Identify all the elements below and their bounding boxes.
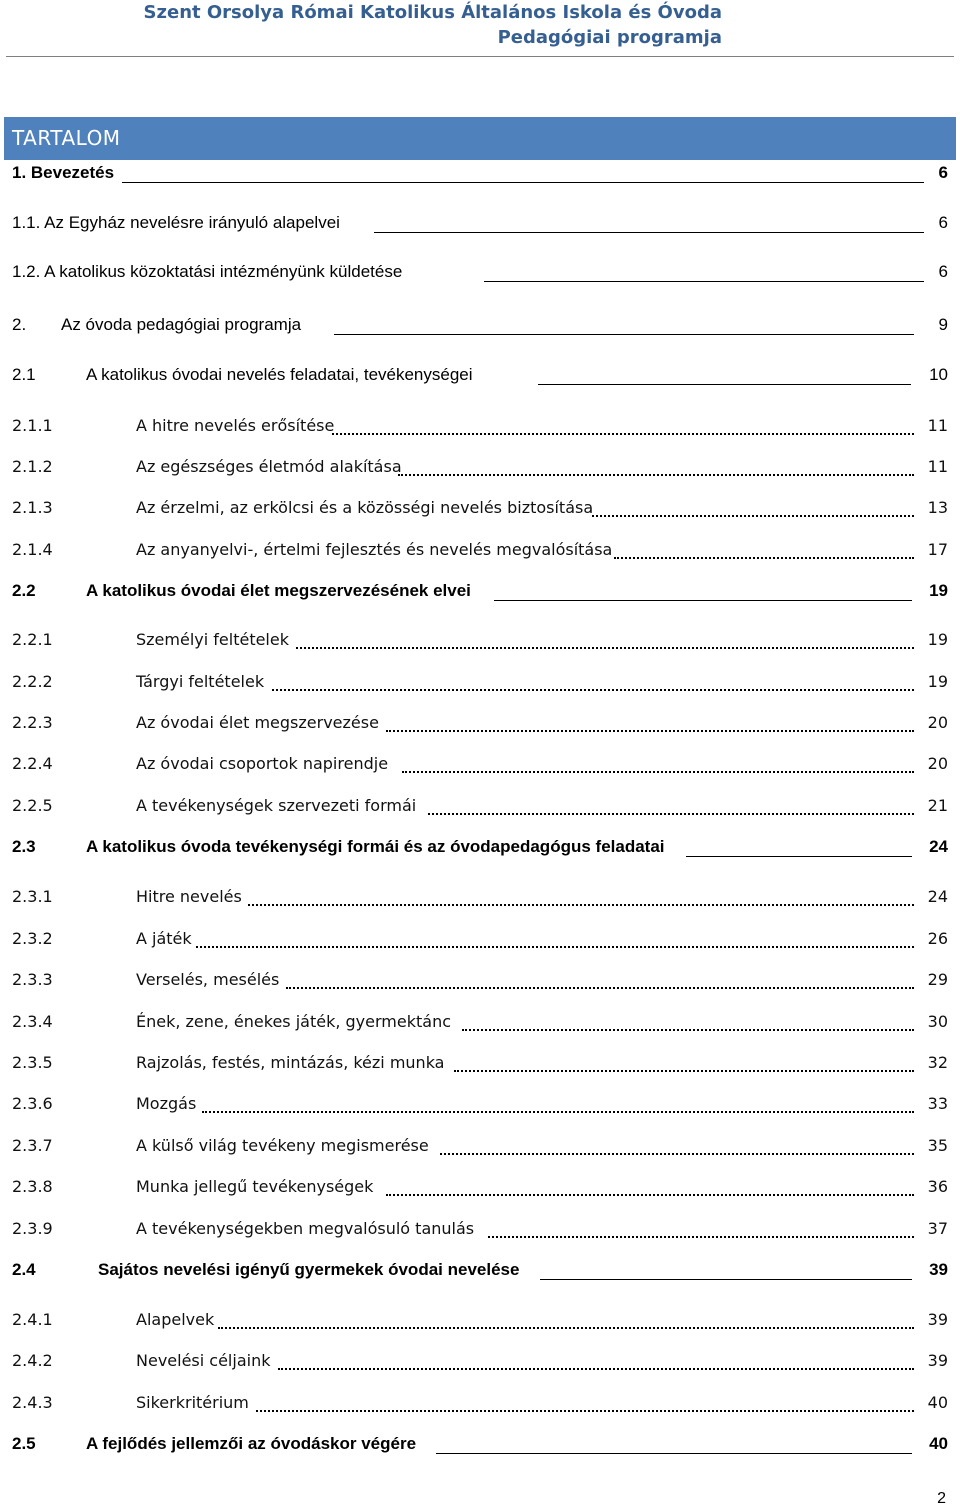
toc-entry-title: Munka jellegű tevékenységek xyxy=(136,1177,374,1196)
toc-entry-title: Személyi feltételek xyxy=(136,630,289,649)
toc-entry-page: 20 xyxy=(927,713,948,732)
toc-entry-page: 40 xyxy=(927,1393,948,1412)
toc-entry[interactable] xyxy=(12,1433,948,1457)
toc-entry-number: 2.3.5 xyxy=(12,1053,53,1072)
toc-leader xyxy=(454,1070,914,1072)
toc-leader xyxy=(386,1194,914,1196)
toc-entry-title: Ének, zene, énekes játék, gyermektánc xyxy=(136,1012,451,1031)
toc-entry-title: A fejlődés jellemzői az óvodáskor végére xyxy=(86,1434,417,1453)
toc-leader xyxy=(436,1453,912,1454)
toc-entry[interactable] xyxy=(12,836,948,860)
toc-entry-title: Rajzolás, festés, mintázás, kézi munka xyxy=(136,1053,445,1072)
toc-entry-page: 19 xyxy=(927,630,948,649)
toc-entry-number: 2.3.8 xyxy=(12,1177,53,1196)
toc-leader xyxy=(614,557,914,559)
toc-leader xyxy=(686,856,912,857)
toc-entry-page: 37 xyxy=(927,1219,948,1238)
toc-leader xyxy=(374,232,924,233)
toc-entry-page: 10 xyxy=(929,365,948,384)
toc-entry-number: 2. xyxy=(12,315,27,334)
toc-entry-number: 2.3.2 xyxy=(12,929,53,948)
toc-leader xyxy=(278,1368,914,1370)
toc-entry[interactable] xyxy=(12,497,948,521)
toc-entry-number: 2.1.4 xyxy=(12,540,53,559)
toc-entry[interactable] xyxy=(12,1350,948,1374)
toc-entry-page: 19 xyxy=(927,672,948,691)
toc-entry-page: 39 xyxy=(927,1310,948,1329)
toc-entry[interactable] xyxy=(12,1218,948,1242)
toc-leader xyxy=(196,946,914,948)
toc-entry[interactable] xyxy=(12,212,948,236)
toc-entry[interactable] xyxy=(12,1093,948,1117)
toc-leader xyxy=(462,1029,914,1031)
toc-entry[interactable] xyxy=(12,795,948,819)
toc-entry[interactable] xyxy=(12,314,948,338)
toc-entry-page: 24 xyxy=(927,887,948,906)
toc-entry-title: Mozgás xyxy=(136,1094,197,1113)
toc-entry[interactable] xyxy=(12,162,948,186)
toc-entry-page: 17 xyxy=(927,540,948,559)
toc-entry-title: Az egészséges életmód alakítása xyxy=(136,457,402,476)
toc-entry-number: 2.3.6 xyxy=(12,1094,53,1113)
toc-entry-page: 26 xyxy=(927,929,948,948)
page-number: 2 xyxy=(937,1490,946,1507)
toc-entry-title: Sikerkritérium xyxy=(136,1393,249,1412)
toc-leader xyxy=(440,1153,914,1155)
toc-entry-number: 1. Bevezetés xyxy=(12,163,115,182)
toc-leader xyxy=(484,281,924,282)
toc-entry[interactable] xyxy=(12,261,948,285)
toc-entry-number: 2.4.3 xyxy=(12,1393,53,1412)
toc-entry-page: 33 xyxy=(927,1094,948,1113)
toc-entry[interactable] xyxy=(12,1392,948,1416)
toc-leader xyxy=(122,182,924,183)
toc-entry[interactable] xyxy=(12,1309,948,1333)
header-school-name: Szent Orsolya Római Katolikus Általános Iskola és Óvoda xyxy=(143,2,722,23)
toc-entry[interactable] xyxy=(12,671,948,695)
toc-entry[interactable] xyxy=(12,1135,948,1159)
toc-entry-title: A tevékenységekben megvalósuló tanulás xyxy=(136,1219,475,1238)
toc-entry-page: 6 xyxy=(938,163,948,182)
toc-entry-page: 36 xyxy=(927,1177,948,1196)
toc-entry[interactable] xyxy=(12,886,948,910)
toc-entry-title: Az érzelmi, az erkölcsi és a közösségi nevelés biztosítása xyxy=(136,498,594,517)
toc-leader xyxy=(540,1279,912,1280)
toc-leader xyxy=(592,515,914,517)
toc-entry-page: 32 xyxy=(927,1053,948,1072)
toc-entry-title: A katolikus óvodai nevelés feladatai, tevékenységei xyxy=(86,365,473,384)
toc-entry-title: Tárgyi feltételek xyxy=(136,672,265,691)
toc-leader xyxy=(386,730,914,732)
toc-entry[interactable] xyxy=(12,1052,948,1076)
toc-leader xyxy=(398,474,914,476)
toc-entry-title: A katolikus óvodai élet megszervezésének elvei xyxy=(86,581,471,600)
toc-leader xyxy=(202,1111,914,1113)
toc-entry[interactable] xyxy=(12,928,948,952)
toc-entry[interactable] xyxy=(12,364,948,388)
toc-entry-number: 2.3.1 xyxy=(12,887,53,906)
toc-leader xyxy=(256,1410,914,1412)
toc-entry-title: Az anyanyelvi-, értelmi fejlesztés és nevelés megvalósítása xyxy=(136,540,613,559)
toc-entry-number: 2.2.3 xyxy=(12,713,53,732)
toc-entry-page: 30 xyxy=(927,1012,948,1031)
toc-entry-number: 1.2. A katolikus közoktatási intézményünk küldetése xyxy=(12,262,403,281)
toc-heading: TARTALOM xyxy=(12,126,121,150)
toc-leader xyxy=(248,904,914,906)
toc-entry-number: 2.2.2 xyxy=(12,672,53,691)
toc-leader xyxy=(218,1327,914,1329)
toc-entry-title: Alapelvek xyxy=(136,1310,215,1329)
toc-entry-number: 2.2.4 xyxy=(12,754,53,773)
toc-leader xyxy=(272,689,914,691)
toc-entry-number: 2.2.5 xyxy=(12,796,53,815)
toc-entry-number: 2.1.3 xyxy=(12,498,53,517)
toc-leader xyxy=(428,813,914,815)
toc-entry-title: A tevékenységek szervezeti formái xyxy=(136,796,417,815)
toc-leader xyxy=(334,334,914,335)
toc-entry-page: 39 xyxy=(927,1351,948,1370)
toc-entry-number: 2.4.2 xyxy=(12,1351,53,1370)
toc-entry[interactable] xyxy=(12,1011,948,1035)
toc-leader xyxy=(286,987,914,989)
toc-entry-page: 19 xyxy=(929,581,948,600)
toc-entry-number: 2.1 xyxy=(12,365,36,384)
toc-entry-number: 1.1. Az Egyház nevelésre irányuló alapelvei xyxy=(12,213,340,232)
toc-entry-number: 2.5 xyxy=(12,1434,36,1453)
toc-entry[interactable] xyxy=(12,753,948,777)
toc-entry-title: Az óvoda pedagógiai programja xyxy=(61,315,302,334)
toc-entry-title: Sajátos nevelési igényű gyermekek óvodai nevelése xyxy=(98,1260,520,1279)
toc-leader xyxy=(488,1236,914,1238)
toc-entry-page: 6 xyxy=(938,262,948,281)
toc-entry-number: 2.3.3 xyxy=(12,970,53,989)
toc-entry[interactable] xyxy=(12,712,948,736)
toc-leader xyxy=(538,384,911,385)
toc-entry-number: 2.2.1 xyxy=(12,630,53,649)
toc-entry-page: 20 xyxy=(927,754,948,773)
toc-entry-title: A külső világ tevékeny megismerése xyxy=(136,1136,429,1155)
toc-entry-title: Verselés, mesélés xyxy=(136,970,280,989)
toc-entry[interactable] xyxy=(12,580,948,604)
toc-entry-page: 35 xyxy=(927,1136,948,1155)
toc-entry-title: Nevelési céljaink xyxy=(136,1351,271,1370)
toc-entry-title: Az óvodai élet megszervezése xyxy=(136,713,379,732)
toc-entry-page: 11 xyxy=(927,457,948,476)
toc-entry-page: 24 xyxy=(929,837,948,856)
toc-entry-page: 6 xyxy=(938,213,948,232)
toc-entry-page: 11 xyxy=(927,416,948,435)
toc-entry-number: 2.3.4 xyxy=(12,1012,53,1031)
toc-entry-title: Az óvodai csoportok napirendje xyxy=(136,754,389,773)
toc-entry[interactable] xyxy=(12,415,948,439)
toc-entry[interactable] xyxy=(12,539,948,563)
toc-entry[interactable] xyxy=(12,969,948,993)
toc-leader xyxy=(494,600,912,601)
toc-entry-number: 2.2 xyxy=(12,581,36,600)
toc-entry-number: 2.3.7 xyxy=(12,1136,53,1155)
toc-entry-page: 40 xyxy=(929,1434,948,1453)
toc-entry-page: 13 xyxy=(927,498,948,517)
toc-entry-page: 29 xyxy=(927,970,948,989)
toc-entry[interactable] xyxy=(12,456,948,480)
toc-entry-number: 2.4 xyxy=(12,1260,36,1279)
toc-entry-page: 9 xyxy=(938,315,948,334)
toc-entry-title: Hitre nevelés xyxy=(136,887,242,906)
toc-leader xyxy=(296,647,914,649)
toc-entry[interactable] xyxy=(12,629,948,653)
header-program-title: Pedagógiai programja xyxy=(497,27,722,48)
toc-leader xyxy=(402,771,914,773)
toc-entry-number: 2.1.2 xyxy=(12,457,53,476)
toc-entry-title: A játék xyxy=(136,929,192,948)
toc-entry-title: A katolikus óvoda tevékenységi formái és az óvodapedagógus feladatai xyxy=(86,837,665,856)
toc-entry-page: 39 xyxy=(929,1260,948,1279)
toc-entry[interactable] xyxy=(12,1176,948,1200)
toc-entry-title: A hitre nevelés erősítése xyxy=(136,416,335,435)
toc-leader xyxy=(332,433,914,435)
toc-entry-number: 2.4.1 xyxy=(12,1310,53,1329)
toc-entry-number: 2.3.9 xyxy=(12,1219,53,1238)
toc-entry-number: 2.3 xyxy=(12,837,36,856)
toc-entry-number: 2.1.1 xyxy=(12,416,53,435)
toc-entry-page: 21 xyxy=(927,796,948,815)
toc-entry[interactable] xyxy=(12,1259,948,1283)
